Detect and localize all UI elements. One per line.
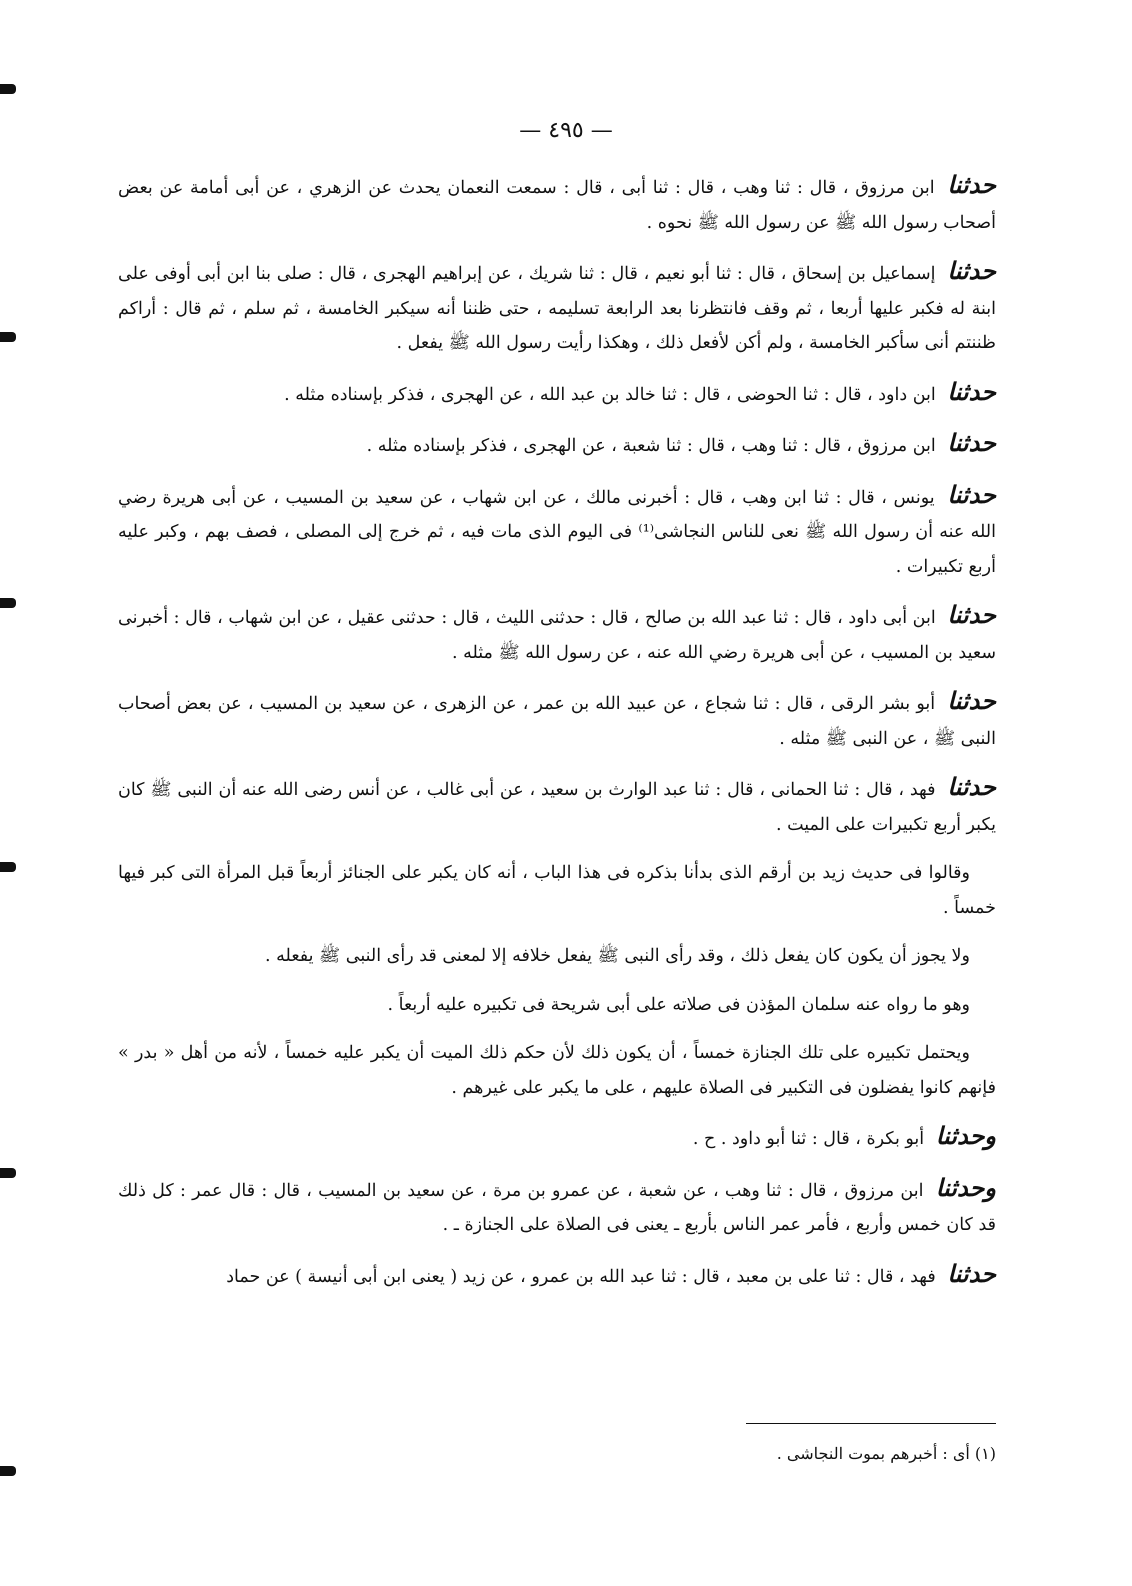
paragraph-text: وهو ما رواه عنه سلمان المؤذن فى صلاته على أبى شريحة فى تكبيره عليه أربعاً .: [387, 994, 970, 1015]
paragraph: [118, 684, 996, 756]
hadith-lead-word: حدثنا: [947, 376, 996, 406]
margin-mark: [0, 862, 16, 872]
margin-mark: [0, 84, 16, 94]
paragraph-text: ابن مرزوق ، قال : ثنا وهب ، قال : ثنا أبى ، قال : سمعت النعمان يحدث عن الزهري ، عن أبى أمامة عن بعض أصحاب رسول الله ﷺ عن رسول الله ﷺ نحوه .: [118, 178, 996, 233]
paragraph: [118, 168, 996, 240]
paragraph-text: فهد ، قال : ثنا على بن معبد ، قال : ثنا عبد الله بن عمرو ، عن زيد ( يعنى ابن أبى أنيسة ) عن حماد: [226, 1266, 936, 1287]
hadith-lead-word: حدثنا: [947, 256, 996, 285]
paragraph-text: ابن داود ، قال : ثنا الحوضى ، قال : ثنا خالد بن عبد الله ، عن الهجرى ، فذكر بإسناده مثله .: [284, 384, 936, 405]
paragraph-text: ابن مرزوق ، قال : ثنا وهب ، قال : ثنا شعبة ، عن الهجرى ، فذكر بإسناده مثله .: [366, 436, 936, 456]
paragraph-text: أبو بشر الرقى ، قال : ثنا شجاع ، عن عبيد الله بن عمر ، عن الزهرى ، عن سعيد بن المسيب ، عن بعض أصحاب النبى ﷺ ، عن النبى ﷺ مثله .: [118, 694, 996, 749]
footnote: (١) أى : أخبرهم بموت النجاشى .: [776, 1444, 996, 1463]
hadith-lead-word: حدثنا: [947, 170, 996, 199]
paragraph: [118, 254, 996, 361]
paragraph-text: ولا يجوز أن يكون كان يفعل ذلك ، وقد رأى النبى ﷺ يفعل خلافه إلا لمعنى قد رأى النبى ﷺ يفعله .: [265, 946, 970, 966]
paragraph: [118, 856, 996, 925]
paragraph-text: أبو بكرة ، قال : ثنا أبو داود . ح .: [692, 1129, 925, 1149]
hadith-lead-word: حدثنا: [947, 772, 996, 801]
paragraph: [118, 375, 996, 413]
paragraph: [118, 1119, 996, 1157]
page-number: — ٤٩٥ —: [519, 118, 613, 143]
paragraph-text: ابن مرزوق ، قال : ثنا وهب ، عن شعبة ، عن عمرو بن مرة ، عن سعيد بن المسيب ، قال : قال عمر : كل ذلك قد كان خمس وأربع ، فأمر عمر الناس بأربع ـ يعنى فى الصلاة على الجنازة ـ .: [118, 1180, 996, 1235]
paragraph: [118, 939, 996, 974]
paragraph: [118, 478, 996, 585]
paragraph: [118, 598, 996, 670]
hadith-lead-word: حدثنا: [947, 600, 996, 629]
paragraph: [118, 1257, 996, 1295]
paragraph-text: يونس ، قال : ثنا ابن وهب ، قال : أخبرنى مالك ، عن ابن شهاب ، عن سعيد بن المسيب ، عن أبى هريرة رضي الله عنه أن رسول الله ﷺ نعى للناس النجاشى⁽¹⁾ فى اليوم الذى مات فيه ، ثم خرج إلى المصلى ، فصف بهم ، وكبر عليه أربع تكبيرات .: [118, 487, 996, 577]
paragraph-text: ويحتمل تكبيره على تلك الجنازة خمساً ، أن يكون ذلك لأن حكم ذلك الميت أن يكبر عليه خمساً ، لأنه من أهل « بدر » فإنهم كانوا يفضلون فى التكبير فى الصلاة عليهم ، على ما يكبر على غيرهم .: [118, 1043, 996, 1098]
paragraph-text: إسماعيل بن إسحاق ، قال : ثنا أبو نعيم ، قال : ثنا شريك ، عن إبراهيم الهجرى ، قال : صلى بنا ابن أبى أوفى على ابنة له فكبر عليها أربعا ، ثم وقف فانتظرنا بعد الرابعة تسليمه ، حتى ظننا أنه سيكبر الخامسة ، ثم سلم ، ثم قال : أراكم ظننتم أنى سأكبر الخامسة ، ولم أكن لأفعل ذلك ، وهكذا رأيت رسول الله ﷺ يفعل .: [118, 264, 996, 353]
paragraph: [118, 426, 996, 464]
margin-mark: [0, 1466, 16, 1476]
margin-mark: [0, 332, 16, 342]
hadith-lead-word: حدثنا: [947, 428, 996, 457]
paragraph-text: فهد ، قال : ثنا الحمانى ، قال : ثنا عبد الوارث بن سعيد ، عن أبى غالب ، عن أنس رضى الله عنه أن النبى ﷺ كان يكبر أربع تكبيرات على الميت .: [118, 780, 996, 835]
hadith-lead-word: وحدثنا: [935, 1121, 996, 1150]
paragraph-text: ابن أبى داود ، قال : ثنا عبد الله بن صالح ، قال : حدثنى الليث ، قال : حدثنى عقيل ، عن ابن شهاب ، قال : أخبرنى سعيد بن المسيب ، عن أبى هريرة رضي الله عنه ، عن رسول الله ﷺ مثله .: [118, 608, 996, 663]
margin-mark: [0, 598, 16, 608]
paragraph: [118, 1036, 996, 1105]
paragraph: [118, 1171, 996, 1243]
hadith-lead-word: حدثنا: [947, 686, 996, 715]
hadith-lead-word: وحدثنا: [935, 1172, 996, 1202]
hadith-lead-word: حدثنا: [947, 479, 996, 509]
footnote-divider: [746, 1423, 996, 1424]
hadith-lead-word: حدثنا: [947, 1258, 996, 1288]
margin-mark: [0, 1168, 16, 1178]
paragraph-text: وقالوا فى حديث زيد بن أرقم الذى بدأنا بذكره فى هذا الباب ، أنه كان يكبر على الجنائز أربعاً قبل المرأة التى كبر فيها خمساً .: [118, 863, 996, 918]
paragraph: [118, 988, 996, 1023]
paragraph: [118, 770, 996, 842]
body-text: [118, 168, 996, 1308]
